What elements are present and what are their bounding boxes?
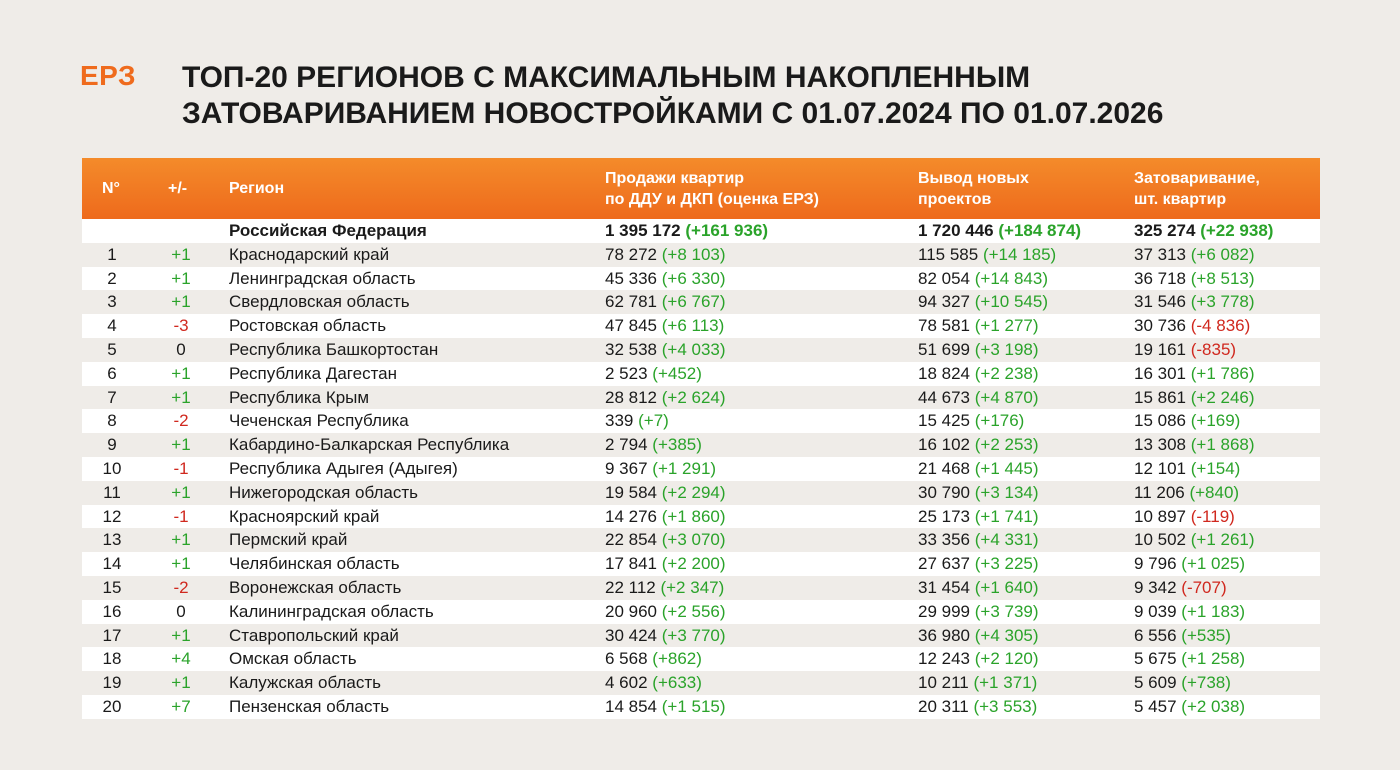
new-value: 10 211 <box>918 673 969 693</box>
rank-number: 16 <box>102 601 122 621</box>
sales-cell <box>605 388 726 408</box>
stock-delta: (+535) <box>1181 625 1231 645</box>
sales-delta: (+862) <box>652 649 702 669</box>
stock-cell <box>1134 292 1255 312</box>
table-row <box>82 362 1320 386</box>
new-cell <box>918 507 1039 527</box>
rank-change: +1 <box>171 673 191 693</box>
stock-cell <box>1134 388 1255 408</box>
region-name: Республика Башкортостан <box>229 339 439 359</box>
header-region: Регион <box>229 180 285 197</box>
new-delta: (+2 120) <box>974 649 1039 669</box>
sales-value: 339 <box>605 411 634 431</box>
stock-value: 19 161 <box>1134 339 1186 359</box>
stock-value: 15 861 <box>1134 387 1186 407</box>
new-value: 44 673 <box>918 387 970 407</box>
sales-value: 20 960 <box>605 601 657 621</box>
stock-value: 9 342 <box>1134 577 1177 597</box>
rank-number: 9 <box>107 435 117 455</box>
stock-delta: (-707) <box>1181 577 1227 597</box>
stock-cell <box>1134 507 1235 527</box>
stock-delta: (+1 786) <box>1190 363 1255 383</box>
stock-cell <box>1134 578 1227 598</box>
stock-delta: (+3 778) <box>1190 292 1255 312</box>
table-row <box>82 624 1320 648</box>
new-delta: (+10 545) <box>974 292 1048 312</box>
stock-delta: (+738) <box>1181 673 1231 693</box>
new-value: 94 327 <box>918 292 970 312</box>
sales-cell <box>605 578 724 598</box>
rank-number: 13 <box>102 530 122 550</box>
sales-cell <box>605 554 726 574</box>
table-row-total <box>82 219 1320 243</box>
sales-delta: (+4 033) <box>661 339 726 359</box>
rank-number: 3 <box>107 292 117 312</box>
sales-value: 19 584 <box>605 482 657 502</box>
new-cell <box>918 649 1039 669</box>
new-cell <box>918 673 1037 693</box>
rank-change: 0 <box>176 339 186 359</box>
new-cell <box>918 269 1048 289</box>
stock-value: 5 457 <box>1134 696 1177 716</box>
table-row <box>82 695 1320 719</box>
logo: ЕРЗ <box>80 60 137 91</box>
sales-delta: (+2 200) <box>661 554 726 574</box>
table-row <box>82 528 1320 552</box>
sales-value: 2 794 <box>605 435 648 455</box>
table-row <box>82 433 1320 457</box>
table-row <box>82 409 1320 433</box>
new-value: 15 425 <box>918 411 970 431</box>
title-line-1: ТОП-20 РЕГИОНОВ С МАКСИМАЛЬНЫМ НАКОПЛЕННЫМ <box>182 61 1031 94</box>
sales-delta: (+2 556) <box>661 601 726 621</box>
total-sales <box>605 221 768 241</box>
sales-delta: (+1 291) <box>652 458 717 478</box>
sales-cell <box>605 292 726 312</box>
new-delta: (+4 331) <box>974 530 1039 550</box>
new-value: 16 102 <box>918 435 970 455</box>
new-value: 30 790 <box>918 482 970 502</box>
region-name: Республика Адыгея (Адыгея) <box>229 458 458 478</box>
stock-cell <box>1134 435 1255 455</box>
stock-value: 10 897 <box>1134 506 1186 526</box>
stock-cell <box>1134 602 1245 622</box>
region-name: Республика Крым <box>229 387 370 407</box>
stock-value: 5 609 <box>1134 673 1177 693</box>
sales-cell <box>605 602 726 622</box>
stock-delta: (-835) <box>1190 339 1237 359</box>
new-delta: (+1 640) <box>974 577 1039 597</box>
stock-cell <box>1134 626 1231 646</box>
rank-number: 6 <box>107 363 117 383</box>
rank-number: 12 <box>102 506 122 526</box>
stock-cell <box>1134 649 1245 669</box>
rank-change: +1 <box>171 292 191 312</box>
rank-change: -1 <box>173 506 189 526</box>
new-value: 82 054 <box>918 268 970 288</box>
stock-delta: (+6 082) <box>1190 244 1255 264</box>
region-name: Челябинская область <box>229 554 400 574</box>
rank-number: 10 <box>102 458 122 478</box>
new-cell <box>918 411 1024 431</box>
title-line-2: ЗАТОВАРИВАНИЕМ НОВОСТРОЙКАМИ С 01.07.2024 ПО 01.07.2026 <box>182 97 1164 130</box>
stock-cell <box>1134 673 1231 693</box>
sales-value: 17 841 <box>605 554 657 574</box>
region-name: Ленинградская область <box>229 268 416 288</box>
stock-cell <box>1134 411 1240 431</box>
sales-cell <box>605 316 724 336</box>
table-body <box>82 219 1320 719</box>
stock-cell <box>1134 554 1245 574</box>
table-row <box>82 314 1320 338</box>
header-stock-line-1: Затоваривание, <box>1134 169 1260 187</box>
stock-delta: (-119) <box>1190 506 1235 526</box>
sales-cell <box>605 697 726 717</box>
new-cell <box>918 554 1039 574</box>
stock-delta: (+8 513) <box>1190 268 1255 288</box>
rank-change: +4 <box>171 649 191 669</box>
table-row <box>82 600 1320 624</box>
total-sales-value: 1 395 172 <box>605 221 681 240</box>
header-overstock <box>1134 168 1260 210</box>
stock-delta: (+2 038) <box>1181 696 1246 716</box>
sales-cell <box>605 340 726 360</box>
stock-delta: (+1 868) <box>1190 435 1255 455</box>
stock-value: 31 546 <box>1134 292 1186 312</box>
sales-delta: (+633) <box>652 673 702 693</box>
new-delta: (+3 198) <box>974 339 1039 359</box>
sales-value: 78 272 <box>605 244 657 264</box>
new-cell <box>918 626 1039 646</box>
stock-value: 15 086 <box>1134 411 1186 431</box>
table-row <box>82 338 1320 362</box>
sales-value: 14 854 <box>605 696 657 716</box>
rank-number: 11 <box>103 482 121 502</box>
stock-value: 12 101 <box>1134 458 1186 478</box>
new-delta: (+3 134) <box>974 482 1039 502</box>
new-delta: (+3 553) <box>973 696 1038 716</box>
stock-delta: (+1 258) <box>1181 649 1246 669</box>
region-name: Пермский край <box>229 530 348 550</box>
new-value: 36 980 <box>918 625 970 645</box>
stock-value: 37 313 <box>1134 244 1186 264</box>
rank-change: -1 <box>173 458 189 478</box>
table-row <box>82 267 1320 291</box>
region-name: Пензенская область <box>229 696 390 716</box>
new-cell <box>918 292 1048 312</box>
region-name: Республика Дагестан <box>229 363 398 383</box>
rank-change: +1 <box>171 554 191 574</box>
rank-number: 1 <box>107 244 117 264</box>
stock-value: 13 308 <box>1134 435 1186 455</box>
new-value: 78 581 <box>918 316 970 336</box>
sales-delta: (+7) <box>638 411 669 431</box>
stock-delta: (+1 261) <box>1190 530 1255 550</box>
rank-number: 14 <box>102 554 122 574</box>
rank-change: +1 <box>171 268 191 288</box>
new-delta: (+176) <box>974 411 1025 431</box>
table-row <box>82 576 1320 600</box>
stock-value: 30 736 <box>1134 316 1186 336</box>
table-header <box>82 158 1320 219</box>
region-name: Калужская область <box>229 673 381 693</box>
rank-number: 5 <box>107 339 117 359</box>
total-stock <box>1134 221 1273 241</box>
header-new-line-1: Вывод новых <box>918 169 1029 187</box>
stock-value: 9 796 <box>1134 554 1177 574</box>
sales-cell <box>605 411 669 431</box>
stock-cell <box>1134 269 1255 289</box>
sales-value: 4 602 <box>605 673 648 693</box>
stock-value: 16 301 <box>1134 363 1186 383</box>
stock-cell <box>1134 245 1255 265</box>
sales-value: 22 854 <box>605 530 657 550</box>
sales-delta: (+6 113) <box>661 316 725 336</box>
rank-change: +1 <box>171 625 191 645</box>
header-sales <box>605 168 819 210</box>
total-sales-delta: (+161 936) <box>685 221 769 240</box>
sales-value: 6 568 <box>605 649 648 669</box>
new-delta: (+2 253) <box>974 435 1039 455</box>
sales-value: 47 845 <box>605 316 657 336</box>
total-region: Российская Федерация <box>229 221 427 240</box>
header-sales-line-2: по ДДУ и ДКП (оценка ЕРЗ) <box>605 190 819 208</box>
sales-value: 14 276 <box>605 506 657 526</box>
new-cell <box>918 483 1039 503</box>
region-name: Ставропольский край <box>229 625 399 645</box>
sales-value: 2 523 <box>605 363 648 383</box>
stock-value: 10 502 <box>1134 530 1186 550</box>
new-value: 21 468 <box>918 458 970 478</box>
stock-delta: (+1 183) <box>1181 601 1246 621</box>
ranking-table <box>82 158 1320 719</box>
sales-cell <box>605 269 726 289</box>
header-change: +/- <box>168 180 188 197</box>
total-stock-delta: (+22 938) <box>1200 221 1274 240</box>
new-value: 115 585 <box>918 244 979 264</box>
rank-change: +1 <box>171 363 191 383</box>
sales-cell <box>605 626 726 646</box>
rank-change: -2 <box>173 577 189 597</box>
new-cell <box>918 459 1039 479</box>
sales-cell <box>605 245 726 265</box>
new-value: 33 356 <box>918 530 970 550</box>
header-number: N° <box>102 180 120 197</box>
stock-cell <box>1134 697 1245 717</box>
rank-number: 8 <box>107 411 117 431</box>
sales-delta: (+6 330) <box>661 268 726 288</box>
new-delta: (+1 445) <box>974 458 1039 478</box>
rank-change: +1 <box>171 387 191 407</box>
new-value: 18 824 <box>918 363 970 383</box>
sales-cell <box>605 673 702 693</box>
sales-delta: (+2 347) <box>660 577 725 597</box>
new-cell <box>918 340 1039 360</box>
rank-number: 2 <box>107 268 117 288</box>
new-delta: (+4 870) <box>974 387 1039 407</box>
rank-change: +1 <box>171 530 191 550</box>
new-value: 31 454 <box>918 577 970 597</box>
new-delta: (+1 277) <box>974 316 1039 336</box>
sales-delta: (+3 770) <box>661 625 726 645</box>
stock-delta: (-4 836) <box>1190 316 1251 336</box>
sales-value: 9 367 <box>605 458 648 478</box>
sales-delta: (+2 294) <box>661 482 726 502</box>
sales-cell <box>605 483 726 503</box>
new-delta: (+1 371) <box>973 673 1038 693</box>
new-delta: (+2 238) <box>974 363 1039 383</box>
region-name: Кабардино-Балкарская Республика <box>229 435 510 455</box>
stock-cell <box>1134 530 1255 550</box>
stock-delta: (+169) <box>1190 411 1241 431</box>
table-row <box>82 481 1320 505</box>
table-row <box>82 505 1320 529</box>
header-new-projects <box>918 168 1029 210</box>
sales-cell <box>605 364 702 384</box>
sales-value: 28 812 <box>605 387 657 407</box>
table-row <box>82 552 1320 576</box>
stock-cell <box>1134 459 1240 479</box>
total-new-value: 1 720 446 <box>918 221 994 240</box>
table-row <box>82 290 1320 314</box>
header-stock-line-2: шт. квартир <box>1134 190 1227 208</box>
stock-value: 36 718 <box>1134 268 1186 288</box>
sales-cell <box>605 507 726 527</box>
stock-cell <box>1134 364 1255 384</box>
sales-cell <box>605 530 726 550</box>
new-value: 29 999 <box>918 601 970 621</box>
stock-delta: (+154) <box>1190 458 1241 478</box>
sales-cell <box>605 459 716 479</box>
region-name: Ростовская область <box>229 316 387 336</box>
rank-change: -3 <box>173 316 189 336</box>
new-delta: (+4 305) <box>974 625 1039 645</box>
sales-value: 32 538 <box>605 339 657 359</box>
new-cell <box>918 388 1039 408</box>
rank-change: +7 <box>171 696 191 716</box>
sales-cell <box>605 435 702 455</box>
stock-value: 5 675 <box>1134 649 1177 669</box>
table-row <box>82 671 1320 695</box>
table-row <box>82 386 1320 410</box>
new-value: 27 637 <box>918 554 970 574</box>
table-row <box>82 243 1320 267</box>
stock-cell <box>1134 340 1236 360</box>
sales-value: 22 112 <box>605 577 656 597</box>
region-name: Красноярский край <box>229 506 380 526</box>
rank-change: -2 <box>173 411 189 431</box>
sales-delta: (+1 515) <box>661 696 726 716</box>
total-new-delta: (+184 874) <box>998 221 1082 240</box>
rank-number: 17 <box>102 625 122 645</box>
rank-number: 4 <box>107 316 117 336</box>
new-value: 25 173 <box>918 506 970 526</box>
rank-change: +1 <box>171 244 191 264</box>
stock-delta: (+840) <box>1189 482 1240 502</box>
stock-delta: (+1 025) <box>1181 554 1246 574</box>
new-value: 51 699 <box>918 339 970 359</box>
new-value: 12 243 <box>918 649 970 669</box>
stock-value: 11 206 <box>1134 482 1185 502</box>
rank-number: 18 <box>102 649 122 669</box>
stock-value: 9 039 <box>1134 601 1177 621</box>
stock-value: 6 556 <box>1134 625 1177 645</box>
new-cell <box>918 530 1039 550</box>
stock-delta: (+2 246) <box>1190 387 1255 407</box>
sales-cell <box>605 649 702 669</box>
new-delta: (+3 739) <box>974 601 1039 621</box>
sales-delta: (+1 860) <box>661 506 726 526</box>
sales-value: 30 424 <box>605 625 657 645</box>
rank-change: +1 <box>171 435 191 455</box>
new-cell <box>918 602 1039 622</box>
region-name: Свердловская область <box>229 292 410 312</box>
region-name: Нижегородская область <box>229 482 418 502</box>
new-delta: (+14 843) <box>974 268 1048 288</box>
new-delta: (+3 225) <box>974 554 1039 574</box>
region-name: Омская область <box>229 649 357 669</box>
new-cell <box>918 697 1037 717</box>
sales-delta: (+385) <box>652 435 702 455</box>
new-delta: (+1 741) <box>974 506 1039 526</box>
sales-delta: (+452) <box>652 363 702 383</box>
region-name: Калининградская область <box>229 601 434 621</box>
new-value: 20 311 <box>918 696 969 716</box>
header-new-line-2: проектов <box>918 190 992 208</box>
new-cell <box>918 578 1039 598</box>
table-row <box>82 457 1320 481</box>
new-cell <box>918 364 1039 384</box>
rank-number: 15 <box>102 577 122 597</box>
stock-cell <box>1134 483 1239 503</box>
new-cell <box>918 316 1039 336</box>
total-stock-value: 325 274 <box>1134 221 1196 240</box>
rank-number: 20 <box>102 696 122 716</box>
rank-number: 19 <box>102 673 122 693</box>
region-name: Воронежская область <box>229 577 402 597</box>
rank-change: 0 <box>176 601 186 621</box>
new-delta: (+14 185) <box>982 244 1057 264</box>
region-name: Краснодарский край <box>229 244 390 264</box>
stock-cell <box>1134 316 1250 336</box>
table-row <box>82 647 1320 671</box>
region-name: Чеченская Республика <box>229 411 409 431</box>
sales-delta: (+8 103) <box>661 244 726 264</box>
sales-delta: (+2 624) <box>661 387 726 407</box>
header-sales-line-1: Продажи квартир <box>605 169 745 187</box>
sales-delta: (+6 767) <box>661 292 726 312</box>
sales-delta: (+3 070) <box>661 530 726 550</box>
new-cell <box>918 245 1056 265</box>
page-title <box>182 60 1163 132</box>
total-new <box>918 221 1081 241</box>
rank-change: +1 <box>171 482 191 502</box>
sales-value: 62 781 <box>605 292 657 312</box>
rank-number: 7 <box>107 387 117 407</box>
sales-value: 45 336 <box>605 268 657 288</box>
new-cell <box>918 435 1039 455</box>
